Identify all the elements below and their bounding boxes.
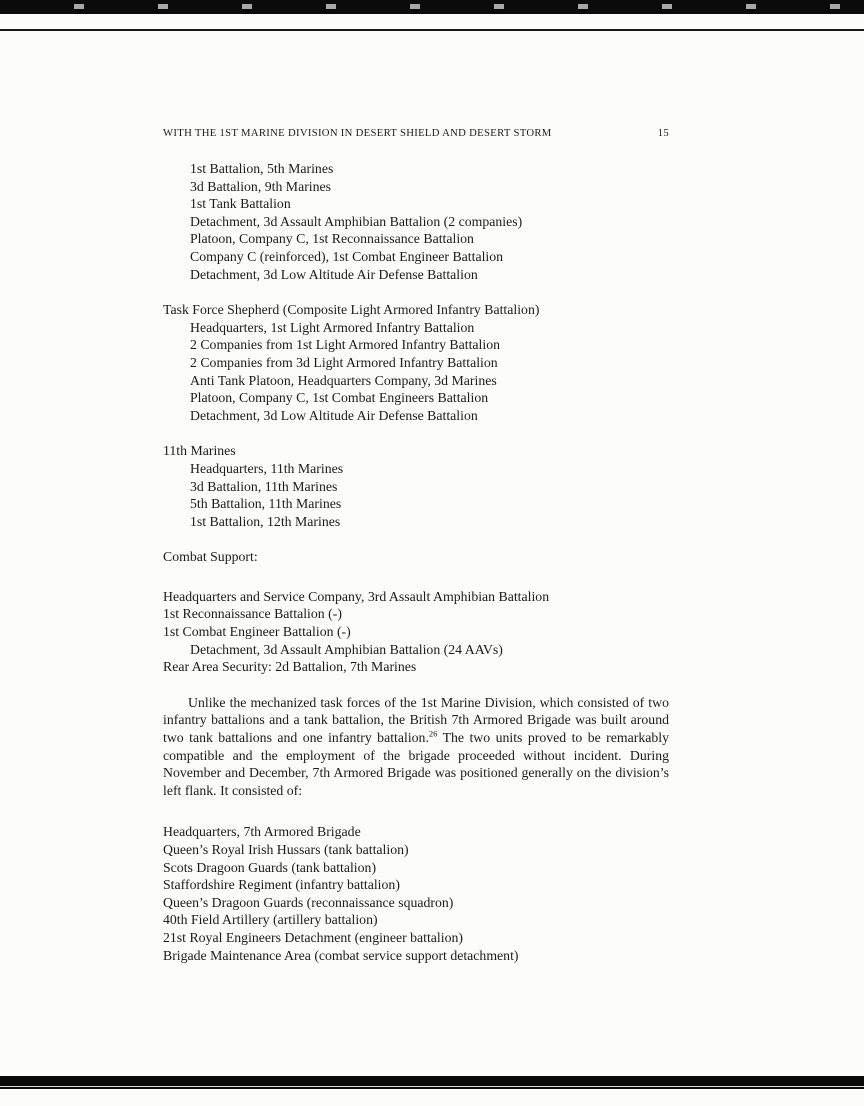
task-force-continued-list <box>163 160 669 283</box>
text-line: 2 Companies from 3d Light Armored Infantry Battalion <box>190 354 498 370</box>
text-line: 40th Field Artillery (artillery battalion) <box>163 912 378 928</box>
document-page <box>163 127 669 964</box>
combat-support-list <box>163 588 669 676</box>
text-line: Detachment, 3d Assault Amphibian Battalion (2 companies) <box>190 213 523 229</box>
text-line: Queen’s Royal Irish Hussars (tank battalion) <box>163 842 409 857</box>
text-line: 1st Battalion, 12th Marines <box>190 513 341 529</box>
body-paragraph <box>163 694 669 800</box>
paragraph-text: The two units proved to be remarkably compatible and the employment of the brigade proceeded without incident. During November and December, 7th Armored Brigade was positioned generally on the division’s left flank. It consisted of: <box>163 730 670 798</box>
scan-artifact-notches <box>0 4 864 9</box>
running-title: WITH THE 1ST MARINE DIVISION IN DESERT SHIELD AND DESERT STORM <box>163 127 552 139</box>
text-line: 1st Tank Battalion <box>190 196 291 212</box>
combat-support-heading-section <box>163 548 669 566</box>
text-line: 3d Battalion, 9th Marines <box>190 178 332 194</box>
text-line: Headquarters, 7th Armored Brigade <box>163 824 361 840</box>
text-line: Brigade Maintenance Area (combat service support detachment) <box>163 947 519 963</box>
text-line: Rear Area Security: 2d Battalion, 7th Marines <box>163 659 417 675</box>
text-line: 5th Battalion, 11th Marines <box>190 496 342 512</box>
text-line: Detachment, 3d Low Altitude Air Defense Battalion <box>190 407 478 423</box>
text-line: Headquarters, 1st Light Armored Infantry Battalion <box>190 319 475 335</box>
footnote-reference: 26 <box>428 728 438 739</box>
text-line: Queen’s Dragoon Guards (reconnaissance squadron) <box>163 894 454 910</box>
eleventh-marines-list <box>163 460 669 530</box>
task-force-shepherd-section <box>163 301 669 424</box>
text-line: 3d Battalion, 11th Marines <box>190 478 338 494</box>
scan-artifact-top-band <box>0 0 864 14</box>
text-line: 1st Combat Engineer Battalion (-) <box>163 624 351 640</box>
running-header <box>163 127 669 140</box>
text-line: Headquarters and Service Company, 3rd Assault Amphibian Battalion <box>163 588 550 604</box>
scan-artifact-top-rule <box>0 29 864 31</box>
section-heading-task-force-shepherd: Task Force Shepherd (Composite Light Armored Infantry Battalion) <box>163 302 540 318</box>
text-line: Company C (reinforced), 1st Combat Engineer Battalion <box>190 248 504 264</box>
text-line: Detachment, 3d Low Altitude Air Defense Battalion <box>190 266 478 282</box>
section-heading-eleventh-marines: 11th Marines <box>163 443 236 459</box>
text-line: Anti Tank Platoon, Headquarters Company, 3d Marines <box>190 372 497 388</box>
section-heading-combat-support: Combat Support: <box>163 549 258 565</box>
text-line: 2 Companies from 1st Light Armored Infantry Battalion <box>190 337 500 353</box>
text-line: Staffordshire Regiment (infantry battalion) <box>163 877 400 893</box>
text-line: Platoon, Company C, 1st Reconnaissance Battalion <box>190 231 474 247</box>
text-line: Detachment, 3d Assault Amphibian Battalion (24 AAVs) <box>190 641 503 657</box>
text-line: 1st Reconnaissance Battalion (-) <box>163 606 342 622</box>
text-line: Headquarters, 11th Marines <box>190 460 344 476</box>
paragraph-text: Unlike the mechanized task forces of the 1st Marine Division, which consisted of two infantry battalions and a tank battalion, the British 7th Armored Brigade was built around two tank battalions and one infantry battalion. <box>163 694 669 746</box>
scan-artifact-bottom-line <box>0 1086 864 1087</box>
task-force-shepherd-list <box>163 319 669 425</box>
page-number: 15 <box>657 127 669 139</box>
british-brigade-list <box>163 823 669 964</box>
scan-artifact-bottom-band <box>0 1076 864 1089</box>
eleventh-marines-section <box>163 442 669 530</box>
text-line: Platoon, Company C, 1st Combat Engineers Battalion <box>190 390 489 406</box>
text-line: 1st Battalion, 5th Marines <box>190 161 334 176</box>
text-line: Scots Dragoon Guards (tank battalion) <box>163 859 377 875</box>
text-line: 21st Royal Engineers Detachment (engineer battalion) <box>163 929 463 945</box>
